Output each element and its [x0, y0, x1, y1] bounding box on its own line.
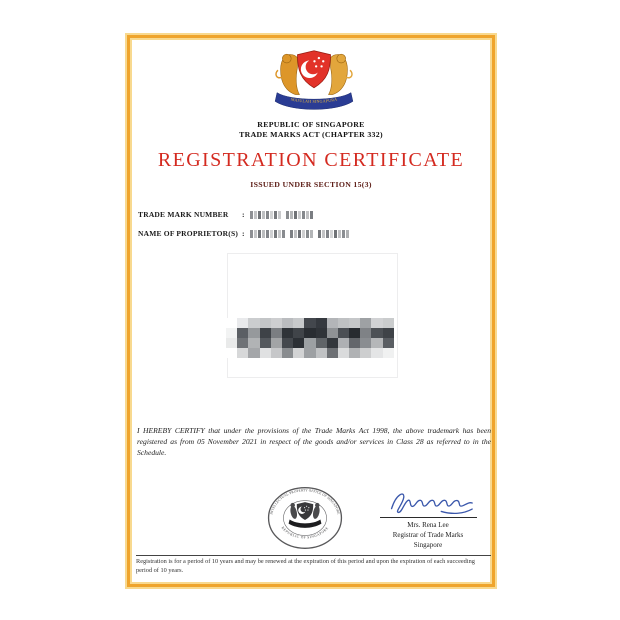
signatory-block — [360, 520, 496, 550]
signatory-place: Singapore — [413, 541, 443, 549]
signature-line — [380, 517, 477, 518]
field-label: NAME OF PROPRIETOR(S) — [138, 229, 239, 238]
redacted-value — [250, 230, 349, 238]
registrar-signature — [382, 488, 478, 518]
certificate-subtitle: ISSUED UNDER SECTION 15(3) — [250, 180, 372, 189]
field-separator: : — [242, 210, 245, 219]
tiger-figure — [329, 54, 352, 94]
field-trademark-number — [138, 210, 313, 220]
certificate-title: REGISTRATION CERTIFICATE — [157, 149, 465, 171]
seal-center-arms — [289, 502, 322, 528]
crescent-cutout — [306, 59, 321, 74]
signatory-name: Mrs. Rena Lee — [407, 521, 449, 529]
certification-text: I HEREBY CERTIFY that under the provisions of the Trade Marks Act 1998, the above trademark has been registered as from 05 November 2021 in respect of the goods and/or services in Class 28 as referred to in the Schedule. — [137, 426, 491, 458]
signatory-role: Registrar of Trade Marks — [392, 531, 464, 539]
certificate-frame — [127, 35, 495, 587]
field-separator: : — [242, 229, 245, 238]
trademark-image — [226, 318, 394, 358]
trademark-image-frame — [227, 253, 398, 378]
footer-rule — [136, 555, 491, 556]
singapore-coat-of-arms — [270, 44, 358, 114]
field-proprietor-name — [138, 229, 349, 239]
field-label: TRADE MARK NUMBER — [138, 210, 229, 219]
lion-figure — [276, 54, 299, 94]
redacted-value — [250, 211, 313, 219]
ipos-official-seal — [266, 486, 344, 550]
act-line: TRADE MARKS ACT (CHAPTER 332) — [239, 130, 383, 139]
country-line: REPUBLIC OF SINGAPORE — [257, 120, 365, 129]
seal-top-text: INTELLECTUAL PROPERTY OFFICE OF SINGAPORE — [269, 488, 341, 515]
footer-note: Registration is for a period of 10 years and may be renewed at the expiration of this period and upon the expiration of each succeeding period of 10 years. — [136, 558, 475, 574]
arms-banner-text: MAJULAH SINGAPURA — [290, 96, 338, 104]
seal-bottom-text: REPUBLIC OF SINGAPORE — [280, 525, 330, 540]
